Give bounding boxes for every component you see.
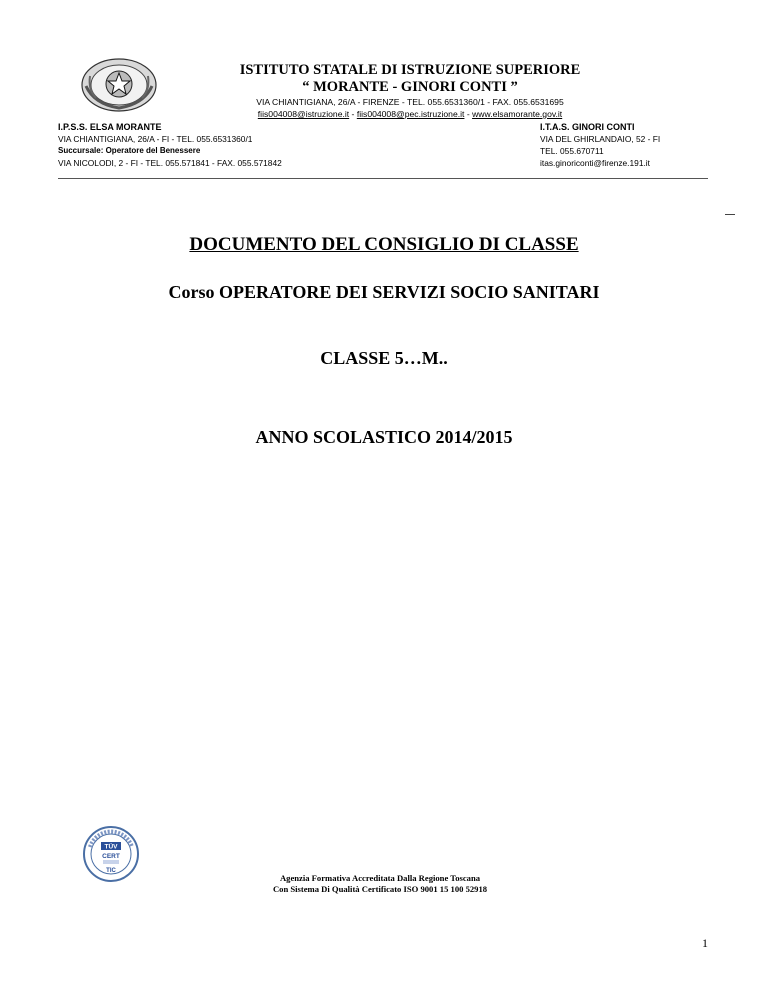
certification-seal-icon [82,825,140,883]
right-school-info [540,121,660,169]
website-link[interactable]: www.elsamorante.gov.it [472,109,563,119]
school-year: ANNO SCOLASTICO 2014/2015 [255,427,513,447]
course-title: Corso OPERATORE DEI SERVIZI SOCIO SANITARI [168,282,600,302]
email-link-pec[interactable]: fiis004008@pec.istruzione.it [356,109,465,119]
left-school-branch: Succursale: Operatore del Benessere [58,146,201,155]
footer-accreditation: Agenzia Formativa Accreditata Dalla Regione Toscana [279,873,481,883]
right-school-heading: I.T.A.S. GINORI CONTI [540,122,635,132]
right-school-email: itas.ginoriconti@firenze.191.it [540,158,650,168]
document-title: DOCUMENTO DEL CONSIGLIO DI CLASSE [189,234,579,255]
email-link-istruzione[interactable]: fiis004008@istruzione.it [257,109,350,119]
right-school-address: VIA DEL GHIRLANDAIO, 52 - FI [540,134,661,144]
institute-address: VIA CHIANTIGIANA, 26/A - FIRENZE - TEL. 055.6531360/1 - FAX. 055.6531695 [256,97,564,107]
institute-name: “ MORANTE - GINORI CONTI ” [302,79,518,95]
margin-dash [725,214,735,215]
page-number: 1 [702,936,708,950]
right-school-phone: TEL. 055.670711 [540,146,604,156]
class-label: CLASSE 5…M.. [320,348,448,368]
left-school-info [58,121,282,169]
svg-text:CERT: CERT [102,853,120,860]
footer-certification: Con Sistema Di Qualità Certificato ISO 9001 15 100 52918 [272,884,488,894]
header-divider [58,178,708,179]
republic-emblem-icon [80,56,158,114]
contact-line: fiis004008@istruzione.it - fiis004008@pec.istruzione.it - www.elsamorante.gov.it [257,109,563,119]
left-school-branch-address: VIA NICOLODI, 2 - FI - TEL. 055.571841 - FAX. 055.571842 [58,158,282,168]
institute-title: ISTITUTO STATALE DI ISTRUZIONE SUPERIORE [239,62,581,78]
left-school-heading: I.P.S.S. ELSA MORANTE [58,122,162,132]
svg-text:TIC: TIC [106,868,116,874]
svg-text:TÜV: TÜV [104,843,118,851]
left-school-address: VIA CHIANTIGIANA, 26/A - FI - TEL. 055.6531360/1 [58,134,253,144]
